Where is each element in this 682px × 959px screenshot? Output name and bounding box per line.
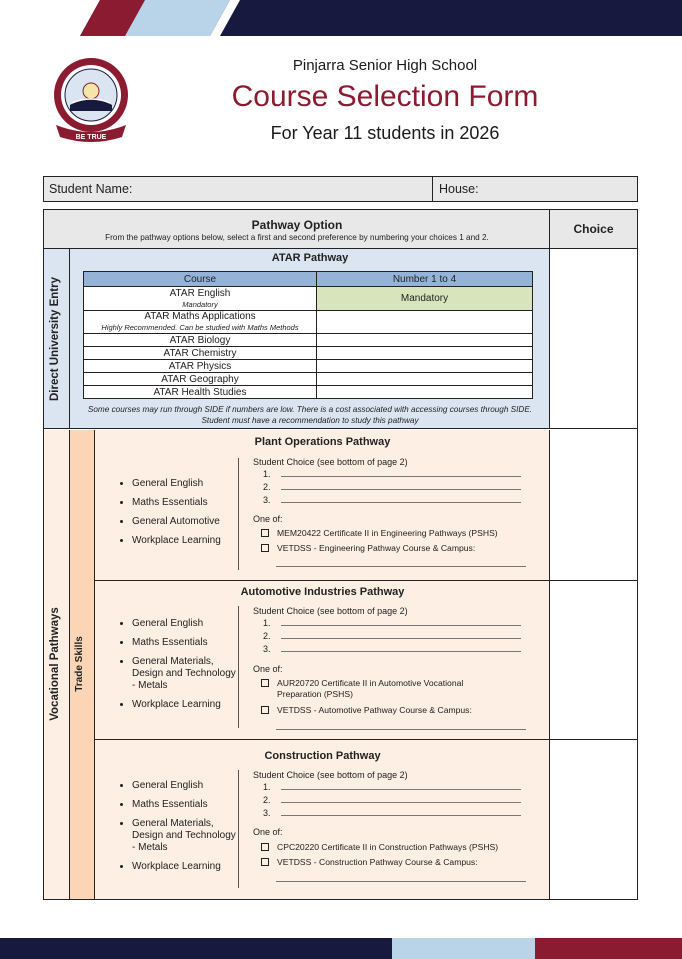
student-choice-heading: Student Choice (see bottom of page 2) [253, 606, 408, 616]
school-crest-logo [50, 55, 132, 147]
choice-lines [263, 617, 521, 656]
list-item: • General English [132, 780, 238, 792]
choice-line-1[interactable]: 1. [263, 468, 521, 481]
plant-operations-choice-cell[interactable] [550, 430, 637, 581]
form-subtitle: For Year 11 students in 2026 [270, 123, 500, 143]
checkbox[interactable] [261, 843, 269, 851]
atar-english-value: Mandatory [317, 287, 533, 311]
student-choice-heading: Student Choice (see bottom of page 2) [253, 457, 408, 467]
list-item: • General English [132, 618, 238, 630]
option-row[interactable]: CPC20220 Certificate II in Construction Pathways (PSHS) [261, 842, 541, 853]
automotive-choice-cell[interactable] [550, 581, 637, 740]
one-of-label: One of: [253, 827, 283, 837]
header-band [0, 0, 682, 36]
atar-course-english: ATAR English Mandatory [84, 287, 317, 311]
atar-col-course: Course [84, 272, 317, 287]
choice-label: Choice [573, 222, 614, 236]
option-row[interactable]: AUR20720 Certificate II in Automotive Vocational Preparation (PSHS) [261, 678, 501, 700]
list-item: • General English [132, 474, 236, 493]
atar-course-maths: ATAR Maths Applications Highly Recommended. Can be studied with Maths Methods [84, 311, 317, 334]
campus-line[interactable] [276, 566, 526, 567]
svg-text:BE TRUE: BE TRUE [75, 134, 107, 141]
atar-health-number[interactable] [317, 386, 533, 399]
checkbox[interactable] [261, 544, 269, 552]
list-item: • Workplace Learning [132, 531, 236, 550]
construction-choice-cell[interactable] [550, 740, 637, 899]
choice-line-2[interactable]: 2. [263, 630, 521, 643]
atar-course-chemistry: ATAR Chemistry [84, 347, 317, 360]
student-name-label: Student Name: [49, 182, 133, 196]
atar-side-label: Direct University Entry [49, 277, 61, 401]
checkbox[interactable] [261, 679, 269, 687]
atar-biology-number[interactable] [317, 334, 533, 347]
school-name: Pinjarra Senior High School [292, 57, 478, 74]
atar-geography-number[interactable] [317, 373, 533, 386]
choice-line-3[interactable]: 3. [263, 807, 521, 820]
choice-line-3[interactable]: 3. [263, 643, 521, 656]
checkbox[interactable] [261, 706, 269, 714]
atar-col-number: Number 1 to 4 [317, 272, 533, 287]
divider [238, 606, 239, 728]
choice-line-1[interactable]: 1. [263, 617, 521, 630]
automotive-subjects [116, 618, 238, 711]
atar-course-health: ATAR Health Studies [84, 386, 317, 399]
atar-pathway-title: ATAR Pathway [271, 252, 349, 264]
checkbox[interactable] [261, 529, 269, 537]
checkbox[interactable] [261, 858, 269, 866]
atar-course-table [83, 271, 533, 399]
choice-line-2[interactable]: 2. [263, 481, 521, 494]
campus-line[interactable] [276, 729, 526, 730]
list-item: • General Materials, Design and Technology - Metals [132, 818, 238, 854]
automotive-title: Automotive Industries Pathway [240, 586, 405, 598]
choice-line-2[interactable]: 2. [263, 794, 521, 807]
student-choice-heading: Student Choice (see bottom of page 2) [253, 770, 408, 780]
list-item: • Maths Essentials [132, 799, 238, 811]
atar-physics-number[interactable] [317, 360, 533, 373]
atar-course-geography: ATAR Geography [84, 373, 317, 386]
vocational-side-label: Vocational Pathways [49, 607, 61, 721]
choice-lines [263, 468, 521, 507]
one-of-label: One of: [253, 664, 283, 674]
campus-line[interactable] [276, 881, 526, 882]
list-item: • Maths Essentials [132, 493, 236, 512]
plant-operations-subjects [116, 474, 236, 550]
divider [238, 770, 239, 888]
one-of-label: One of: [253, 514, 283, 524]
construction-title: Construction Pathway [264, 750, 381, 762]
option-row[interactable]: VETDSS - Engineering Pathway Course & Campus: [261, 543, 541, 554]
atar-chemistry-number[interactable] [317, 347, 533, 360]
list-item: • Maths Essentials [132, 637, 238, 649]
option-row[interactable]: VETDSS - Construction Pathway Course & Campus: [261, 857, 541, 868]
atar-course-physics: ATAR Physics [84, 360, 317, 373]
divider [238, 458, 239, 570]
choice-line-1[interactable]: 1. [263, 781, 521, 794]
atar-course-biology: ATAR Biology [84, 334, 317, 347]
option-row[interactable]: MEM20422 Certificate II in Engineering Pathways (PSHS) [261, 528, 541, 539]
construction-subjects [116, 780, 238, 873]
trade-skills-label: Trade Skills [74, 636, 85, 692]
form-title: Course Selection Form [231, 80, 539, 113]
pathway-instruction: From the pathway options below, select a first and second preference by numbering your choices 1 and 2. [105, 233, 489, 242]
choice-line-3[interactable]: 3. [263, 494, 521, 507]
footer-band [0, 938, 682, 959]
pathway-option-title: Pathway Option [251, 218, 343, 232]
plant-operations-title: Plant Operations Pathway [254, 436, 391, 448]
choice-lines [263, 781, 521, 820]
option-row[interactable]: VETDSS - Automotive Pathway Course & Campus: [261, 705, 541, 716]
atar-footnote: Some courses may run through SIDE if numbers are low. There is a cost associated with accessing courses through SIDE. Student must have a recommendation to study this pathway [87, 405, 533, 425]
list-item: • Workplace Learning [132, 861, 238, 873]
list-item: • General Automotive [132, 512, 236, 531]
list-item: • General Materials, Design and Technology - Metals [132, 656, 238, 692]
house-label: House: [439, 182, 479, 196]
list-item: • Workplace Learning [132, 699, 238, 711]
atar-maths-number[interactable] [317, 311, 533, 334]
atar-choice-cell[interactable] [550, 249, 637, 429]
